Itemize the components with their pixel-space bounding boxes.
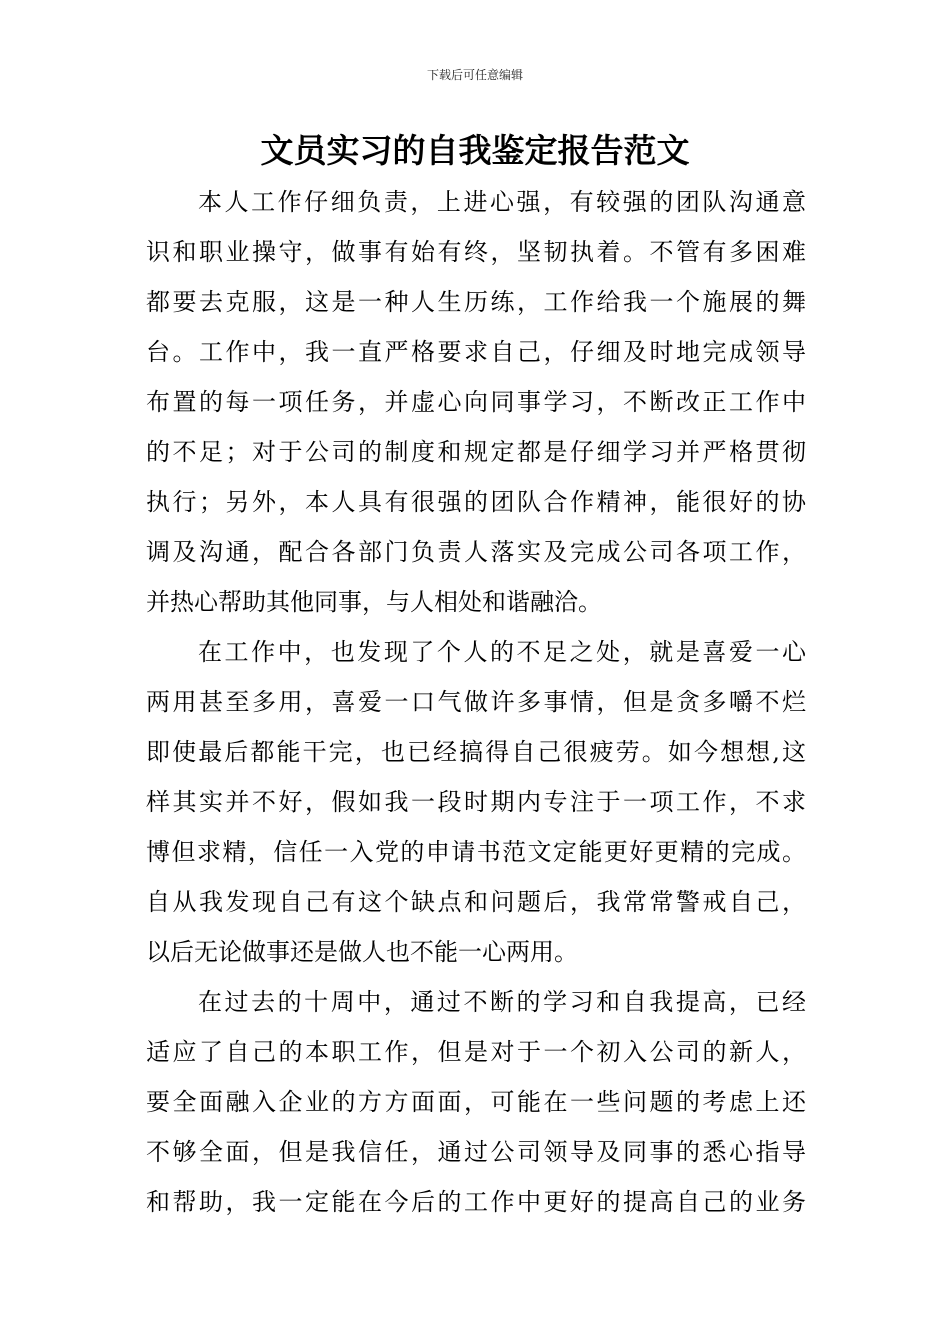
paragraph-line: 台。工作中，我一直严格要求自己，仔细及时地完成领导 <box>146 338 806 366</box>
paragraph-2 <box>146 627 806 977</box>
paragraph-line: 自从我发现自己有这个缺点和问题后，我常常警戒自己， <box>146 888 806 916</box>
paragraph-line: 不够全面，但是我信任，通过公司领导及同事的悉心指导 <box>146 1138 806 1166</box>
paragraph-line: 即使最后都能干完，也已经搞得自己很疲劳。如今想想,这 <box>146 738 806 766</box>
paragraph-line: 样其实并不好，假如我一段时期内专注于一项工作，不求 <box>146 788 806 816</box>
paragraph-line: 识和职业操守，做事有始有终，坚韧执着。不管有多困难 <box>146 238 806 266</box>
paragraph-line: 要全面融入企业的方方面面，可能在一些问题的考虑上还 <box>146 1088 806 1116</box>
paragraph-line: 在过去的十周中，通过不断的学习和自我提高，已经 <box>198 988 806 1016</box>
paragraph-line: 都要去克服，这是一种人生历练，工作给我一个施展的舞 <box>146 288 806 316</box>
paragraph-line: 并热心帮助其他同事，与人相处和谐融洽。 <box>146 588 602 616</box>
paragraph-line: 两用甚至多用，喜爱一口气做许多事情，但是贪多嚼不烂 <box>146 688 806 716</box>
paragraph-line: 布置的每一项任务，并虚心向同事学习，不断改正工作中 <box>146 388 806 416</box>
paragraph-line: 在工作中，也发现了个人的不足之处，就是喜爱一心 <box>198 638 806 666</box>
paragraph-line: 执行；另外，本人具有很强的团队合作精神，能很好的协 <box>146 488 806 516</box>
header-note: 下载后可任意编辑 <box>426 68 523 82</box>
paragraph-3 <box>146 977 806 1227</box>
paragraph-line: 以后无论做事还是做人也不能一心两用。 <box>146 938 578 966</box>
document-body <box>146 177 806 1227</box>
paragraph-line: 适应了自己的本职工作，但是对于一个初入公司的新人， <box>146 1038 806 1066</box>
paragraph-line: 本人工作仔细负责，上进心强，有较强的团队沟通意 <box>198 188 806 216</box>
paragraph-line: 博但求精，信任一入党的申请书范文定能更好更精的完成。 <box>146 838 806 866</box>
document-title: 文员实习的自我鉴定报告范文 <box>260 131 690 170</box>
paragraph-line: 调及沟通，配合各部门负责人落实及完成公司各项工作， <box>146 538 806 566</box>
paragraph-line: 和帮助，我一定能在今后的工作中更好的提高自己的业务 <box>146 1188 806 1216</box>
paragraph-line: 的不足；对于公司的制度和规定都是仔细学习并严格贯彻 <box>146 438 806 466</box>
paragraph-1 <box>146 177 806 627</box>
